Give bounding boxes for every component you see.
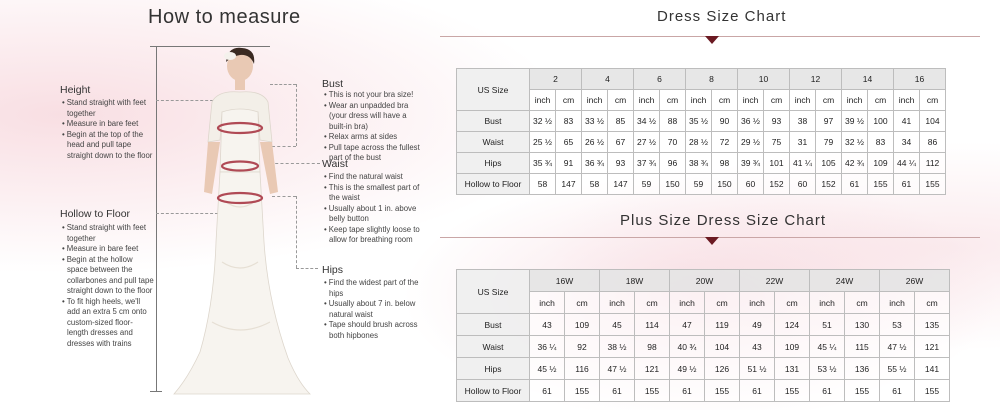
unit-header: cm [565,292,600,314]
table-cell: 65 [556,132,582,153]
table-cell: 25 ½ [530,132,556,153]
table-cell: 38 ¾ [686,153,712,174]
us-size-header: US Size [457,69,530,111]
row-label: Hips [457,153,530,174]
table-cell: 37 ¾ [634,153,660,174]
table-cell: 38 [790,111,816,132]
table-cell: 83 [868,132,894,153]
unit-header: cm [556,90,582,111]
height-label: Height [60,84,91,96]
table-cell: 41 ¼ [790,153,816,174]
unit-header: cm [775,292,810,314]
table-cell: 31 [790,132,816,153]
table-cell: 44 ¼ [894,153,920,174]
table-cell: 101 [764,153,790,174]
table-cell: 79 [816,132,842,153]
unit-header: inch [738,90,764,111]
unit-header: cm [920,90,946,111]
table-cell: 135 [915,314,950,336]
bride-model-illustration [160,42,320,402]
unit-header: cm [712,90,738,111]
table-row [457,111,946,132]
table-cell: 109 [868,153,894,174]
table-cell: 39 ½ [842,111,868,132]
hips-instructions: • Find the widest part of the hips • Usually about 7 in. below natural waist • Tape should brush across both hipbones [324,278,424,341]
table-cell: 61 [600,380,635,402]
table-cell: 121 [915,336,950,358]
table-cell: 72 [712,132,738,153]
table-cell: 60 [738,174,764,195]
table-cell: 45 ½ [530,358,565,380]
height-instructions: • Stand straight with feet together • Measure in bare feet • Begin at the top of the head and pull tape straight down to the floor [62,98,154,161]
unit-header: inch [634,90,660,111]
size-header: 22W [740,270,810,292]
us-size-header: US Size [457,270,530,314]
row-label: Hollow to Floor [457,380,530,402]
table-cell: 114 [635,314,670,336]
table-cell: 35 ½ [686,111,712,132]
hollow-to-floor-instructions: • Stand straight with feet together • Measure in bare feet • Begin at the hollow space between the collarbones and pull tape straight down to the floor • To fit high heels, we'll add an extra 5 cm onto custom-sized floor-length dresses and dresses with trains [62,223,154,349]
table-cell: 34 [894,132,920,153]
table-cell: 150 [712,174,738,195]
table-cell: 86 [920,132,946,153]
row-label: Waist [457,336,530,358]
table-cell: 97 [816,111,842,132]
table-cell: 155 [920,174,946,195]
table-cell: 61 [530,380,565,402]
unit-header: inch [530,292,565,314]
table-cell: 28 ½ [686,132,712,153]
waist-instructions: • Find the natural waist • This is the smallest part of the waist • Usually about 1 in. above belly button • Keep tape slightly loose to allow for breathing room [324,172,428,246]
size-header: 6 [634,69,686,90]
unit-header: inch [686,90,712,111]
table-cell: 104 [920,111,946,132]
unit-header: inch [530,90,556,111]
plus-size-table [456,269,950,402]
size-header: 8 [686,69,738,90]
size-header: 18W [600,270,670,292]
table-cell: 61 [894,174,920,195]
row-label: Bust [457,111,530,132]
bust-instructions: • This is not your bra size! • Wear an unpadded bra (your dress will have a built-in bra) • Relax arms at sides • Pull tape across the fullest part of the bust [324,90,422,164]
unit-header: inch [582,90,608,111]
table-cell: 105 [816,153,842,174]
table-cell: 100 [868,111,894,132]
table-row [457,132,946,153]
height-measure-line [156,46,157,392]
table-cell: 130 [845,314,880,336]
table-cell: 155 [775,380,810,402]
table-cell: 29 ½ [738,132,764,153]
unit-header: cm [816,90,842,111]
table-cell: 67 [608,132,634,153]
table-cell: 61 [842,174,868,195]
table-cell: 147 [608,174,634,195]
unit-header: inch [842,90,868,111]
table-cell: 33 ½ [582,111,608,132]
title-divider-marker [705,36,719,44]
size-header: 16 [894,69,946,90]
table-cell: 152 [764,174,790,195]
table-row [457,380,950,402]
hips-label: Hips [322,264,344,276]
table-cell: 96 [660,153,686,174]
table-cell: 34 ½ [634,111,660,132]
dress-size-chart-title: Dress Size Chart [657,8,787,25]
table-cell: 47 [670,314,705,336]
hollow-to-floor-label: Hollow to Floor [60,208,131,220]
table-cell: 47 ½ [880,336,915,358]
bust-label: Bust [322,78,344,90]
unit-header: cm [915,292,950,314]
table-cell: 36 ¼ [530,336,565,358]
table-cell: 109 [775,336,810,358]
table-cell: 75 [764,132,790,153]
table-cell: 116 [565,358,600,380]
size-header: 10 [738,69,790,90]
table-cell: 136 [845,358,880,380]
table-cell: 83 [556,111,582,132]
table-cell: 45 ¼ [810,336,845,358]
table-cell: 40 ¾ [670,336,705,358]
unit-header: cm [764,90,790,111]
table-cell: 61 [740,380,775,402]
table-cell: 155 [565,380,600,402]
table-cell: 58 [582,174,608,195]
table-row [457,358,950,380]
table-cell: 59 [634,174,660,195]
table-cell: 60 [790,174,816,195]
size-header: 14 [842,69,894,90]
table-cell: 115 [845,336,880,358]
table-cell: 131 [775,358,810,380]
unit-header: inch [810,292,845,314]
table-row [457,174,946,195]
table-cell: 51 ½ [740,358,775,380]
waist-label: Waist [322,158,348,170]
table-cell: 35 ¾ [530,153,556,174]
unit-header: cm [868,90,894,111]
size-header: 4 [582,69,634,90]
table-cell: 55 ½ [880,358,915,380]
table-cell: 43 [530,314,565,336]
table-cell: 85 [608,111,634,132]
how-to-measure-title: How to measure [148,6,301,28]
table-cell: 43 [740,336,775,358]
table-cell: 32 ½ [842,132,868,153]
table-cell: 90 [712,111,738,132]
table-cell: 124 [775,314,810,336]
unit-header: cm [705,292,740,314]
row-label: Hips [457,358,530,380]
table-cell: 126 [705,358,740,380]
size-header: 12 [790,69,842,90]
unit-header: inch [880,292,915,314]
table-cell: 155 [915,380,950,402]
table-cell: 93 [764,111,790,132]
row-label: Hollow to Floor [457,174,530,195]
size-header: 16W [530,270,600,292]
table-cell: 121 [635,358,670,380]
table-cell: 104 [705,336,740,358]
table-cell: 112 [920,153,946,174]
plus-size-chart-title: Plus Size Dress Size Chart [620,212,827,229]
table-row [457,314,950,336]
table-cell: 155 [635,380,670,402]
size-header: 20W [670,270,740,292]
table-cell: 47 ½ [600,358,635,380]
table-cell: 38 ½ [600,336,635,358]
unit-header: cm [660,90,686,111]
title-divider-marker-2 [705,237,719,245]
table-cell: 49 ½ [670,358,705,380]
row-label: Bust [457,314,530,336]
row-label: Waist [457,132,530,153]
table-cell: 58 [530,174,556,195]
unit-header: cm [608,90,634,111]
table-cell: 152 [816,174,842,195]
table-row [457,336,950,358]
table-cell: 61 [880,380,915,402]
table-cell: 51 [810,314,845,336]
table-cell: 53 ½ [810,358,845,380]
table-cell: 109 [565,314,600,336]
table-cell: 150 [660,174,686,195]
size-header: 26W [880,270,950,292]
table-cell: 155 [868,174,894,195]
table-cell: 59 [686,174,712,195]
table-cell: 45 [600,314,635,336]
dress-size-table [456,68,946,195]
table-cell: 91 [556,153,582,174]
table-cell: 155 [845,380,880,402]
table-cell: 26 ½ [582,132,608,153]
unit-header: cm [845,292,880,314]
table-cell: 92 [565,336,600,358]
table-cell: 32 ½ [530,111,556,132]
table-cell: 53 [880,314,915,336]
table-cell: 61 [810,380,845,402]
table-cell: 98 [712,153,738,174]
unit-header: cm [635,292,670,314]
unit-header: inch [600,292,635,314]
table-cell: 155 [705,380,740,402]
table-cell: 88 [660,111,686,132]
table-cell: 27 ½ [634,132,660,153]
table-cell: 49 [740,314,775,336]
table-cell: 141 [915,358,950,380]
unit-header: inch [790,90,816,111]
table-cell: 36 ¾ [582,153,608,174]
size-header: 2 [530,69,582,90]
table-cell: 119 [705,314,740,336]
table-cell: 147 [556,174,582,195]
table-cell: 42 ¾ [842,153,868,174]
table-cell: 61 [670,380,705,402]
unit-header: inch [740,292,775,314]
unit-header: inch [670,292,705,314]
unit-header: inch [894,90,920,111]
table-cell: 93 [608,153,634,174]
table-cell: 70 [660,132,686,153]
table-cell: 41 [894,111,920,132]
table-cell: 39 ¾ [738,153,764,174]
table-row [457,153,946,174]
table-cell: 98 [635,336,670,358]
size-header: 24W [810,270,880,292]
table-cell: 36 ½ [738,111,764,132]
